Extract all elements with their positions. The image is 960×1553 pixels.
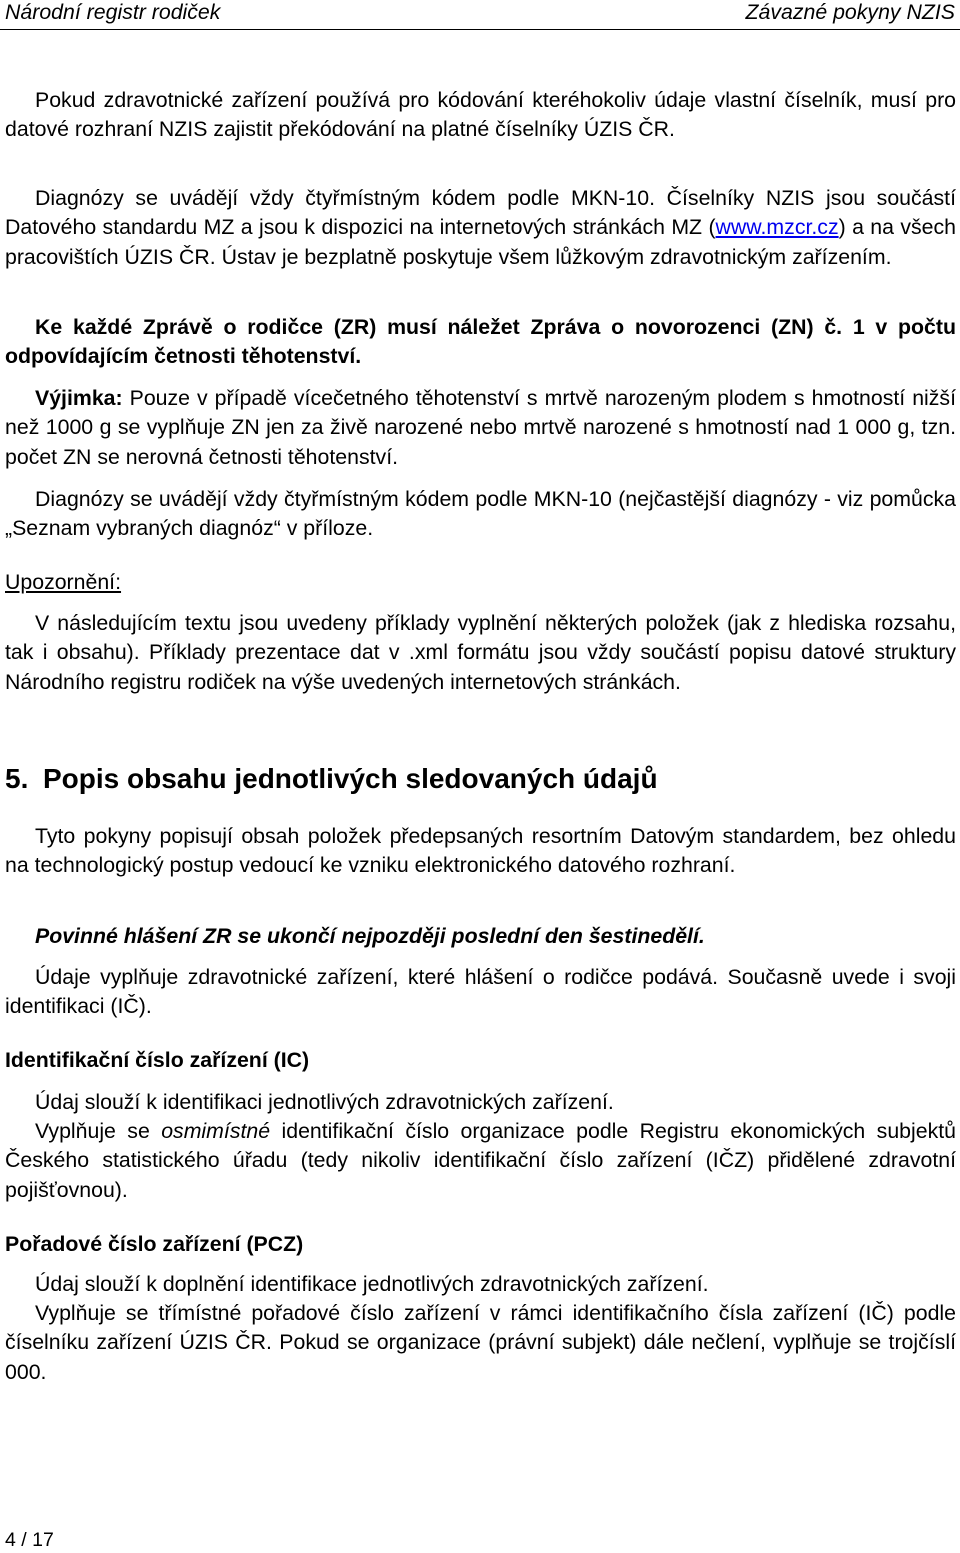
paragraph-zr-zn-rule: Ke každé Zprávě o rodičce (ZR) musí náležet Zpráva o novorozenci (ZN) č. 1 v počtu odpovídajícím četnosti těhotenství. bbox=[5, 315, 956, 369]
exception-label: Výjimka: bbox=[35, 386, 123, 410]
section-title: Popis obsahu jednotlivých sledovaných údajů bbox=[43, 763, 658, 794]
exception-text: Pouze v případě vícečetného těhotenství s mrtvě narozeným plodem s hmotností nižší než 1000 g se vyplňuje ZN jen za živě narozené nebo mrtvě narozené s hmotností nad 1 000 g, tzn. počet ZN se nerovná četnosti těhotenství. bbox=[5, 386, 956, 469]
ic-line2 bbox=[5, 1117, 956, 1205]
ic-line2-before: Vyplňuje se bbox=[35, 1119, 162, 1143]
warning-label: Upozornění: bbox=[5, 570, 122, 594]
ic-line2-after: identifikační číslo organizace podle Registru ekonomických subjektů Českého statistického úřadu (tedy nikoliv identifikační číslo zařízení (IČZ) přidělené zdravotní pojišťovnou). bbox=[5, 1119, 956, 1202]
page-number: 4 / 17 bbox=[5, 1529, 54, 1551]
paragraph-diagnoses-mkn: Diagnózy se uvádějí vždy čtyřmístným kódem podle MKN-10 (nejčastější diagnózy - viz pomůcka „Seznam vybraných diagnóz“ v příloze. bbox=[5, 487, 956, 541]
section-heading bbox=[5, 762, 658, 796]
ic-line2-emphasis: osmimístné bbox=[161, 1119, 271, 1143]
paragraph-codebook: Pokud zdravotnické zařízení používá pro kódování kteréhokoliv údaje vlastní číselník, musí pro datové rozhraní NZIS zajistit překódování na platné číselníky ÚZIS ČR. bbox=[5, 88, 956, 142]
pcz-line1: Údaj slouží k doplnění identifikace jednotlivých zdravotnických zařízení. bbox=[35, 1272, 709, 1296]
paragraph-instructions: Tyto pokyny popisují obsah položek předepsaných resortním Datovým standardem, bez ohledu na technologický postup vedoucí ke vzniku elektronického datového rozhraní. bbox=[5, 824, 956, 878]
ic-heading: Identifikační číslo zařízení (IC) bbox=[5, 1048, 310, 1072]
paragraph-mandatory-report: Povinné hlášení ZR se ukončí nejpozději poslední den šestinedělí. bbox=[35, 924, 705, 948]
section-number: 5. bbox=[5, 763, 29, 794]
page-header bbox=[0, 0, 960, 30]
pcz-heading: Pořadové číslo zařízení (PCZ) bbox=[5, 1232, 304, 1256]
mzcr-link[interactable]: www.mzcr.cz bbox=[715, 215, 839, 240]
paragraph-diagnoses-after: ) a na všech pracovištích ÚZIS ČR. Ústav je bezplatně poskytuje všem lůžkovým zdravotnickým zařízením. bbox=[5, 215, 956, 269]
paragraph-facility-data: Údaje vyplňuje zdravotnické zařízení, které hlášení o rodičce podává. Současně uvede i svoji identifikaci (IČ). bbox=[5, 965, 956, 1019]
header-left-title: Národní registr rodiček bbox=[5, 0, 221, 24]
paragraph-diagnoses-codebooks bbox=[5, 184, 956, 272]
paragraph-exception bbox=[5, 384, 956, 472]
paragraph-examples: V následujícím textu jsou uvedeny příklady vyplnění některých položek (jak z hlediska rozsahu, tak i obsahu). Příklady prezentace dat v .xml formátu jsou vždy součástí popisu datové struktury Národního registru rodiček na výše uvedených internetových stránkách. bbox=[5, 611, 956, 694]
header-right-title: Závazné pokyny NZIS bbox=[745, 0, 955, 24]
paragraph-diagnoses-before: Diagnózy se uvádějí vždy čtyřmístným kódem podle MKN-10. Číselníky NZIS jsou součástí Datového standardu MZ a jsou k dispozici na internetových stránkách MZ ( bbox=[5, 186, 956, 240]
ic-line1: Údaj slouží k identifikaci jednotlivých zdravotnických zařízení. bbox=[35, 1090, 614, 1114]
pcz-line2: Vyplňuje se třímístné pořadové číslo zařízení v rámci identifikačního čísla zařízení (IČ) podle číselníku zařízení ÚZIS ČR. Pokud se organizace (právní subjekt) dále nečlení, vyplňuje se trojčíslí 000. bbox=[5, 1301, 956, 1384]
